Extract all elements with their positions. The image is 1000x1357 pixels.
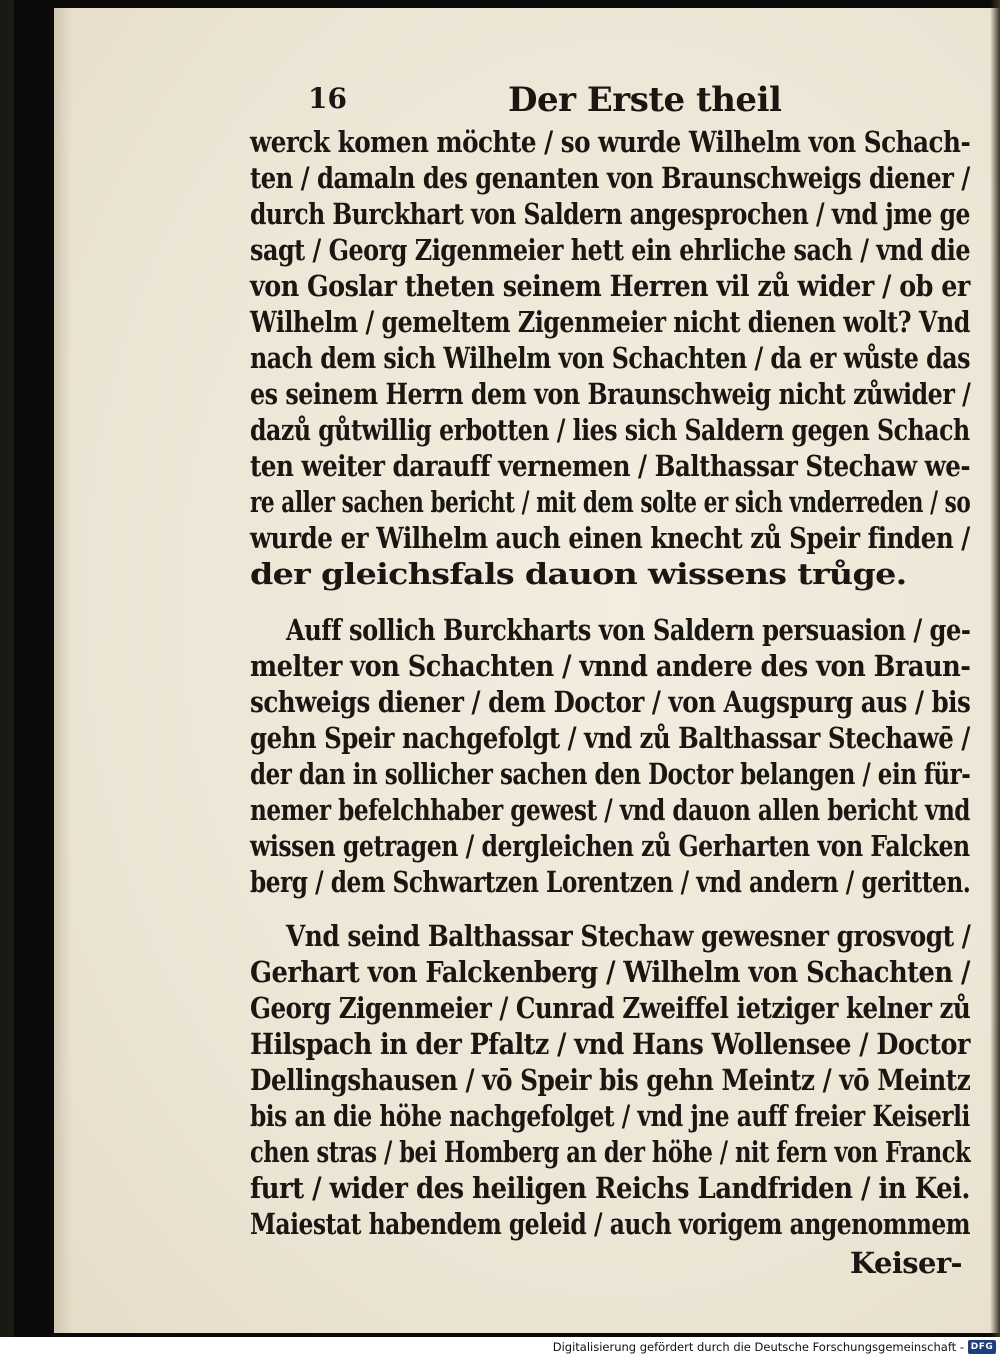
text-line: bis an die höhe nachgefolget / vnd jne auff freier Keiserli <box>250 1099 970 1133</box>
text-line: schweigs diener / dem Doctor / von Augspurg aus / bis <box>250 685 971 719</box>
text-line: melter von Schachten / vnnd andere des von Braun- <box>250 649 971 683</box>
dfg-logo[interactable]: DFG <box>968 1340 996 1354</box>
text-line: berg / dem Schwartzen Lorentzen / vnd andern / geritten. <box>250 865 971 899</box>
text-line: durch Burckhart von Saldern angesprochen / vnd jme ge <box>250 197 970 231</box>
text-line: wissen getragen / dergleichen zů Gerharten von Falcken <box>250 829 970 863</box>
text-line: re aller sachen bericht / mit dem solte er sich vnderreden / so <box>250 485 971 519</box>
facing-page-edge <box>0 0 14 1337</box>
text-line: Auff sollich Burckharts von Saldern persuasion / ge- <box>286 613 971 647</box>
text-line: Gerhart von Falckenberg / Wilhelm von Schachten / <box>250 955 970 989</box>
text-line: furt / wider des heiligen Reichs Landfriden / in Kei. <box>250 1171 970 1205</box>
text-line: Georg Zigenmeier / Cunrad Zweiffel ietziger kelner zů <box>250 991 971 1025</box>
text-line: Dellingshausen / vō Speir bis gehn Meintz / vō Meintz <box>250 1063 971 1097</box>
footer-bar <box>0 1337 1000 1357</box>
page-right-edge <box>990 0 1000 1337</box>
text-line: wurde er Wilhelm auch einen knecht zů Speir finden / <box>250 521 970 555</box>
text-line: dazů gůtwillig erbotten / lies sich Saldern gegen Schach <box>250 413 970 447</box>
funding-credit: Digitalisierung gefördert durch die Deutsche Forschungsgemeinschaft - <box>552 1340 964 1354</box>
text-line: Vnd seind Balthassar Stechaw gewesner grosvogt / <box>286 919 971 953</box>
text-line: werck komen möchte / so wurde Wilhelm von Schach- <box>250 125 971 159</box>
text-line: der dan in sollicher sachen den Doctor belangen / ein für- <box>250 757 971 791</box>
page-number: 16 <box>308 82 347 115</box>
text-line: nach dem sich Wilhelm von Schachten / da er wůste das <box>250 341 971 375</box>
text-line: der gleichsfals dauon wissens trůge. <box>250 557 907 591</box>
text-line: chen stras / bei Homberg an der höhe / nit fern von Franck <box>250 1135 971 1169</box>
text-line: ten / damaln des genanten von Braunschweigs diener / <box>250 161 970 195</box>
text-line: von Goslar theten seinem Herren vil zů wider / ob er <box>250 269 970 303</box>
text-line: nemer befelchhaber gewest / vnd dauon allen bericht vnd <box>250 793 970 827</box>
text-line: gehn Speir nachgefolgt / vnd zů Balthassar Stechawē / <box>250 721 970 755</box>
catchword: Keiser- <box>850 1246 962 1280</box>
text-line: ten weiter darauff vernemen / Balthassar Stechaw we- <box>250 449 971 483</box>
page-gutter-shadow <box>54 8 72 1333</box>
text-line: es seinem Herrn dem von Braunschweig nicht zůwider / <box>250 377 971 411</box>
text-line: Hilspach in der Pfaltz / vnd Hans Wollensee / Doctor <box>250 1027 970 1061</box>
text-line: sagt / Georg Zigenmeier hett ein ehrliche sach / vnd die <box>250 233 971 267</box>
running-head: Der Erste theil <box>508 80 782 120</box>
text-line: Wilhelm / gemeltem Zigenmeier nicht dienen wolt? Vnd <box>250 305 970 339</box>
text-line: Maiestat habendem geleid / auch vorigem angenommem <box>250 1207 971 1241</box>
